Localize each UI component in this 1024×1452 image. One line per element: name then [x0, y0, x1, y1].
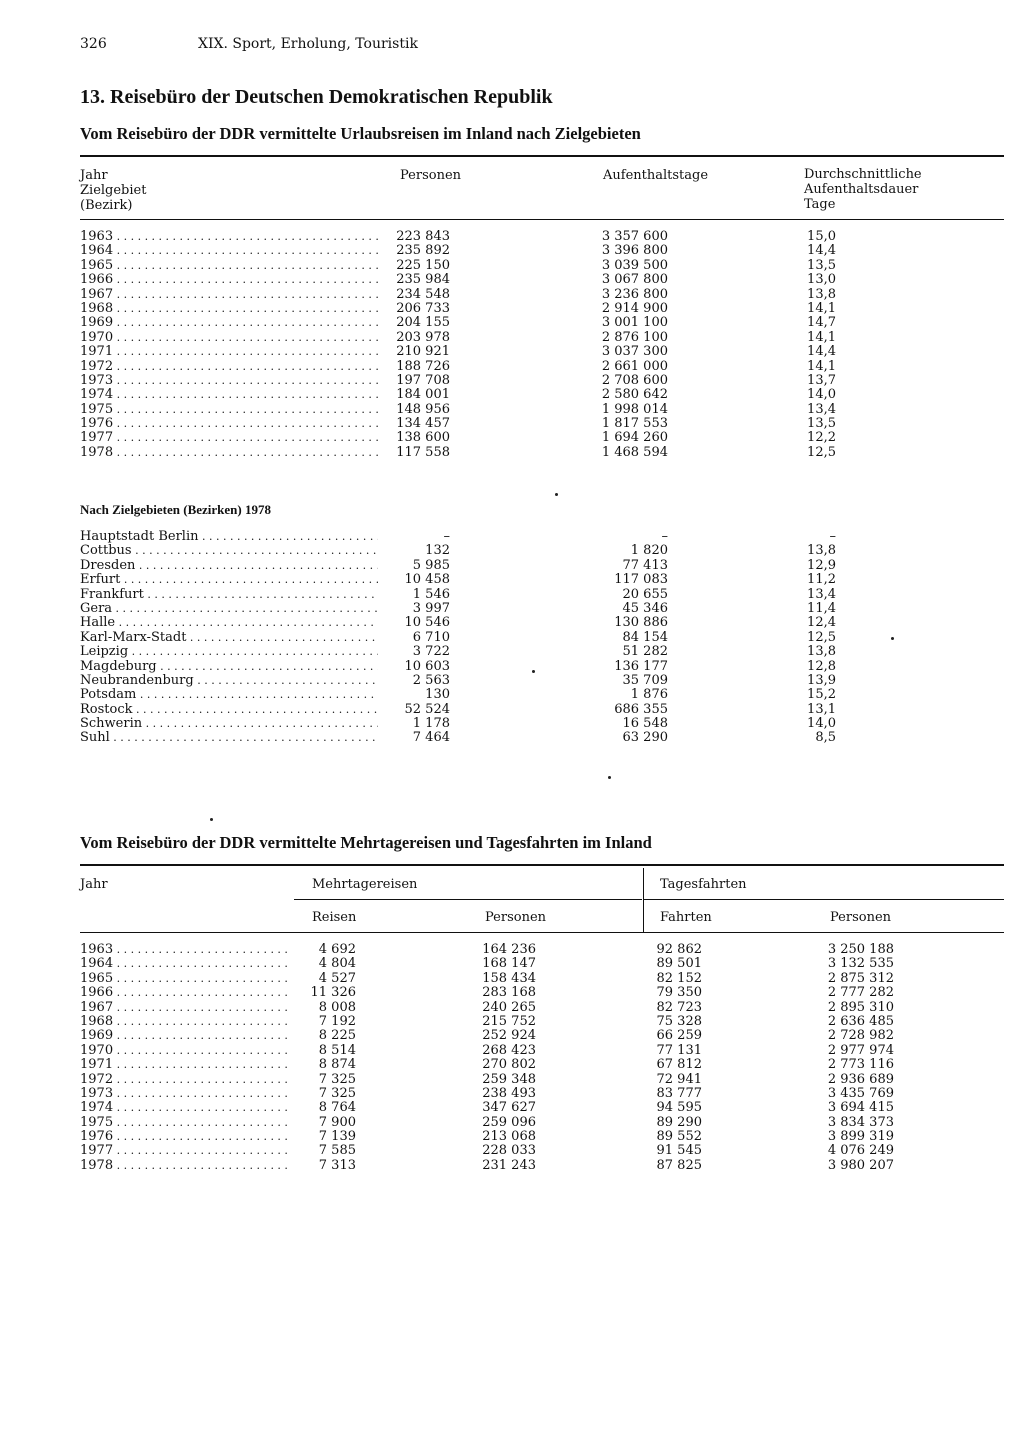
- year-row: [80, 972, 1004, 986]
- year-row: [80, 331, 1004, 345]
- table1-header-dauer: [804, 167, 922, 212]
- cell-personen-tages: 3 834 373: [827, 1114, 894, 1130]
- year-row: [80, 957, 1004, 971]
- cell-fahrten: 91 545: [656, 1143, 702, 1159]
- year-row: [80, 316, 1004, 330]
- cell-reisen: 11 326: [310, 985, 356, 1001]
- cell-personen: 52 524: [404, 701, 450, 717]
- cell-personen: 117 558: [396, 444, 450, 460]
- scan-speck: [608, 776, 611, 779]
- cell-personen-mehrtage: 347 627: [482, 1100, 536, 1116]
- row-label: 1974 . . .: [80, 1101, 288, 1115]
- row-label: 1969 . . .: [80, 1029, 288, 1043]
- cell-reisen: 4 804: [318, 956, 356, 972]
- table2-header-tagesfahrten: Tagesfahrten: [660, 877, 747, 892]
- district-row: [80, 544, 1004, 558]
- cell-personen: 223 843: [396, 229, 450, 244]
- cell-reisen: 7 313: [318, 1157, 356, 1173]
- district-row: [80, 616, 1004, 630]
- row-label: 1975 . . .: [80, 1116, 288, 1130]
- table1-districts-body: [80, 530, 1004, 746]
- cell-personen-tages: 2 777 282: [827, 985, 894, 1001]
- year-row: [80, 1101, 1004, 1115]
- year-row: [80, 403, 1004, 417]
- cell-aufenthaltsdauer: –: [829, 529, 836, 544]
- cell-aufenthaltstage: 3 037 300: [601, 344, 668, 360]
- cell-personen-mehrtage: 268 423: [482, 1042, 536, 1058]
- year-row: [80, 986, 1004, 1000]
- cell-aufenthaltstage: 2 580 642: [601, 387, 668, 403]
- table1-header-rule: [80, 219, 1004, 220]
- cell-personen: 132: [425, 543, 450, 559]
- year-row: [80, 302, 1004, 316]
- cell-personen-tages: 3 899 319: [827, 1129, 894, 1145]
- year-row: [80, 943, 1004, 957]
- cell-personen-tages: 3 250 188: [827, 942, 894, 957]
- districts-heading: Nach Zielgebieten (Bezirken) 1978: [80, 502, 271, 517]
- cell-aufenthaltstage: 2 708 600: [601, 372, 668, 388]
- cell-aufenthaltsdauer: 15,0: [807, 229, 836, 244]
- cell-fahrten: 67 812: [656, 1057, 702, 1073]
- cell-aufenthaltstage: 63 290: [622, 730, 668, 746]
- table1-header-personen: Personen: [400, 168, 462, 183]
- row-label: Schwerin . . .: [80, 717, 378, 731]
- cell-aufenthaltstage: –: [661, 529, 668, 544]
- row-label: 1964 . . .: [80, 244, 378, 258]
- cell-aufenthaltstage: 1 876: [630, 687, 668, 703]
- district-row: [80, 645, 1004, 659]
- row-label: Karl-Marx-Stadt . . .: [80, 631, 378, 645]
- cell-personen-tages: 2 875 312: [827, 970, 894, 986]
- cell-aufenthaltstage: 51 282: [622, 644, 668, 660]
- table1-title: Vom Reisebüro der DDR vermittelte Urlaubsreisen im Inland nach Zielgebieten: [80, 124, 641, 143]
- cell-aufenthaltsdauer: 13,4: [807, 401, 836, 417]
- cell-aufenthaltsdauer: 12,2: [807, 430, 836, 446]
- cell-reisen: 7 325: [318, 1085, 356, 1101]
- cell-fahrten: 66 259: [656, 1028, 702, 1044]
- cell-reisen: 8 008: [318, 999, 356, 1015]
- cell-personen: 206 733: [396, 300, 450, 316]
- row-label: 1972 . . .: [80, 360, 378, 374]
- cell-fahrten: 75 328: [656, 1013, 702, 1029]
- cell-aufenthaltstage: 3 236 800: [601, 286, 668, 302]
- cell-aufenthaltstage: 77 413: [622, 557, 668, 573]
- year-row: [80, 360, 1004, 374]
- running-head: [80, 36, 418, 52]
- cell-aufenthaltstage: 3 357 600: [601, 229, 668, 244]
- cell-personen-mehrtage: 259 096: [482, 1114, 536, 1130]
- year-row: [80, 374, 1004, 388]
- year-row: [80, 244, 1004, 258]
- cell-aufenthaltsdauer: 13,4: [807, 586, 836, 602]
- row-label: 1965 . . .: [80, 259, 378, 273]
- cell-aufenthaltstage: 20 655: [622, 586, 668, 602]
- district-row: [80, 559, 1004, 573]
- table2-header-reisen: Reisen: [312, 910, 357, 925]
- year-row: [80, 1058, 1004, 1072]
- cell-aufenthaltsdauer: 14,7: [807, 315, 836, 331]
- cell-personen-tages: 2 936 689: [827, 1071, 894, 1087]
- cell-aufenthaltstage: 35 709: [622, 672, 668, 688]
- table2-header-mehrtagereisen: Mehrtagereisen: [312, 877, 418, 892]
- row-label: 1966 . . .: [80, 986, 288, 1000]
- cell-personen: 235 892: [396, 243, 450, 259]
- section-title: 13. Reisebüro der Deutschen Demokratischen Republik: [80, 86, 553, 108]
- cell-reisen: 7 325: [318, 1071, 356, 1087]
- cell-reisen: 8 764: [318, 1100, 356, 1116]
- cell-aufenthaltsdauer: 13,9: [807, 672, 836, 688]
- table2-header-personen-tages: Personen: [830, 910, 892, 925]
- year-row: [80, 288, 1004, 302]
- table2-header-rule: [80, 932, 1004, 933]
- cell-personen: 188 726: [396, 358, 450, 374]
- district-row: [80, 631, 1004, 645]
- header-tage: Tage: [804, 197, 836, 212]
- cell-aufenthaltstage: 1 694 260: [601, 430, 668, 446]
- cell-aufenthaltsdauer: 12,9: [807, 557, 836, 573]
- year-row: [80, 1015, 1004, 1029]
- cell-aufenthaltstage: 117 083: [614, 572, 668, 588]
- year-row: [80, 1130, 1004, 1144]
- cell-aufenthaltsdauer: 13,5: [807, 257, 836, 273]
- header-jahr: Jahr: [80, 168, 108, 183]
- cell-personen-mehrtage: 231 243: [482, 1157, 536, 1173]
- row-label: Gera . . .: [80, 602, 378, 616]
- cell-fahrten: 79 350: [656, 985, 702, 1001]
- cell-personen-mehrtage: 259 348: [482, 1071, 536, 1087]
- table2-title: Vom Reisebüro der DDR vermittelte Mehrtagereisen und Tagesfahrten im Inland: [80, 833, 652, 852]
- cell-fahrten: 89 501: [656, 956, 702, 972]
- cell-aufenthaltsdauer: 13,1: [807, 701, 836, 717]
- table2-top-rule: [80, 864, 1004, 866]
- cell-personen: 134 457: [396, 416, 450, 432]
- cell-personen: 210 921: [396, 344, 450, 360]
- table1-header-aufenthaltstage: Aufenthaltstage: [603, 168, 709, 183]
- cell-aufenthaltstage: 686 355: [614, 701, 668, 717]
- cell-aufenthaltsdauer: 14,0: [807, 387, 836, 403]
- cell-aufenthaltsdauer: 13,8: [807, 543, 836, 559]
- cell-personen: 2 563: [412, 672, 450, 688]
- row-label: 1972 . . .: [80, 1073, 288, 1087]
- cell-aufenthaltstage: 1 820: [630, 543, 668, 559]
- row-label: Rostock . . .: [80, 703, 378, 717]
- year-row: [80, 1087, 1004, 1101]
- cell-aufenthaltstage: 130 886: [614, 615, 668, 631]
- cell-aufenthaltsdauer: 13,7: [807, 372, 836, 388]
- year-row: [80, 417, 1004, 431]
- scan-speck: [210, 818, 213, 821]
- cell-aufenthaltsdauer: 14,4: [807, 344, 836, 360]
- year-row: [80, 1116, 1004, 1130]
- cell-aufenthaltsdauer: 11,2: [807, 572, 836, 588]
- row-label: 1968 . . .: [80, 1015, 288, 1029]
- row-label: 1978 . . .: [80, 1159, 288, 1173]
- cell-personen-tages: 2 636 485: [827, 1013, 894, 1029]
- year-row: [80, 345, 1004, 359]
- cell-personen: 138 600: [396, 430, 450, 446]
- cell-aufenthaltstage: 2 661 000: [601, 358, 668, 374]
- table2-header-personen-mehrtage: Personen: [485, 910, 547, 925]
- cell-personen-mehrtage: 240 265: [482, 999, 536, 1015]
- row-label: 1967 . . .: [80, 288, 378, 302]
- cell-aufenthaltsdauer: 13,5: [807, 416, 836, 432]
- row-label: Halle . . .: [80, 616, 378, 630]
- cell-aufenthaltsdauer: 12,4: [807, 615, 836, 631]
- cell-personen-mehrtage: 270 802: [482, 1057, 536, 1073]
- cell-reisen: 4 692: [318, 942, 356, 957]
- row-label: Suhl . . .: [80, 731, 378, 745]
- cell-personen: 3 997: [412, 600, 450, 616]
- cell-personen-mehrtage: 283 168: [482, 985, 536, 1001]
- cell-reisen: 7 192: [318, 1013, 356, 1029]
- cell-personen-tages: 4 076 249: [827, 1143, 894, 1159]
- cell-personen: 148 956: [396, 401, 450, 417]
- row-label: 1966 . . .: [80, 273, 378, 287]
- cell-aufenthaltstage: 16 548: [622, 716, 668, 732]
- year-row: [80, 1044, 1004, 1058]
- scan-speck: [891, 637, 894, 640]
- cell-aufenthaltsdauer: 13,8: [807, 644, 836, 660]
- cell-reisen: 7 900: [318, 1114, 356, 1130]
- cell-aufenthaltsdauer: 14,1: [807, 358, 836, 374]
- year-row: [80, 1029, 1004, 1043]
- cell-personen-mehrtage: 215 752: [482, 1013, 536, 1029]
- cell-personen-tages: 2 728 982: [827, 1028, 894, 1044]
- cell-reisen: 7 139: [318, 1129, 356, 1145]
- district-row: [80, 717, 1004, 731]
- cell-personen: 5 985: [412, 557, 450, 573]
- header-zielgebiet: Zielgebiet: [80, 183, 147, 198]
- cell-fahrten: 94 595: [656, 1100, 702, 1116]
- cell-personen-mehrtage: 228 033: [482, 1143, 536, 1159]
- table2-header-fahrten: Fahrten: [660, 910, 712, 925]
- cell-fahrten: 83 777: [656, 1085, 702, 1101]
- scan-speck: [555, 493, 558, 496]
- cell-reisen: 8 514: [318, 1042, 356, 1058]
- cell-aufenthaltsdauer: 12,8: [807, 658, 836, 674]
- cell-aufenthaltsdauer: 12,5: [807, 629, 836, 645]
- cell-reisen: 7 585: [318, 1143, 356, 1159]
- cell-personen-mehrtage: 252 924: [482, 1028, 536, 1044]
- year-row: [80, 388, 1004, 402]
- row-label: 1963 . . .: [80, 943, 288, 957]
- row-label: 1964 . . .: [80, 957, 288, 971]
- cell-personen: 203 978: [396, 329, 450, 345]
- cell-aufenthaltstage: 45 346: [622, 600, 668, 616]
- cell-personen: 10 458: [404, 572, 450, 588]
- district-row: [80, 573, 1004, 587]
- row-label: Hauptstadt Berlin . . .: [80, 530, 378, 544]
- row-label: 1967 . . .: [80, 1001, 288, 1015]
- cell-personen-tages: 2 977 974: [827, 1042, 894, 1058]
- year-row: [80, 1159, 1004, 1173]
- header-aufenthaltsdauer: Aufenthaltsdauer: [804, 182, 919, 197]
- table2-group-divider: [643, 868, 644, 932]
- cell-personen-mehrtage: 168 147: [482, 956, 536, 972]
- cell-personen: 197 708: [396, 372, 450, 388]
- cell-aufenthaltstage: 3 039 500: [601, 257, 668, 273]
- cell-aufenthaltsdauer: 14,4: [807, 243, 836, 259]
- cell-personen: 10 603: [404, 658, 450, 674]
- cell-personen-tages: 2 773 116: [827, 1057, 894, 1073]
- cell-personen-mehrtage: 158 434: [482, 970, 536, 986]
- district-row: [80, 530, 1004, 544]
- cell-personen-tages: 3 132 535: [827, 956, 894, 972]
- cell-personen-tages: 3 694 415: [827, 1100, 894, 1116]
- cell-aufenthaltstage: 2 914 900: [601, 300, 668, 316]
- cell-fahrten: 89 290: [656, 1114, 702, 1130]
- row-label: 1970 . . .: [80, 1044, 288, 1058]
- district-row: [80, 660, 1004, 674]
- cell-personen: 235 984: [396, 272, 450, 288]
- row-label: 1965 . . .: [80, 972, 288, 986]
- cell-personen-mehrtage: 164 236: [482, 942, 536, 957]
- year-row: [80, 1144, 1004, 1158]
- cell-aufenthaltstage: 84 154: [622, 629, 668, 645]
- cell-personen: 234 548: [396, 286, 450, 302]
- district-row: [80, 674, 1004, 688]
- district-row: [80, 602, 1004, 616]
- row-label: 1976 . . .: [80, 417, 378, 431]
- table2-group-rule-left: [294, 899, 642, 900]
- cell-fahrten: 82 723: [656, 999, 702, 1015]
- cell-reisen: 8 874: [318, 1057, 356, 1073]
- year-row: [80, 1001, 1004, 1015]
- cell-personen: –: [443, 529, 450, 544]
- year-row: [80, 431, 1004, 445]
- cell-aufenthaltstage: 3 396 800: [601, 243, 668, 259]
- row-label: 1970 . . .: [80, 331, 378, 345]
- cell-fahrten: 77 131: [656, 1042, 702, 1058]
- row-label: Potsdam . . .: [80, 688, 378, 702]
- row-label: Dresden . . .: [80, 559, 378, 573]
- row-label: Neubrandenburg . . .: [80, 674, 378, 688]
- row-label: 1963 . . .: [80, 230, 378, 244]
- cell-aufenthaltsdauer: 13,0: [807, 272, 836, 288]
- year-row: [80, 259, 1004, 273]
- cell-personen: 10 546: [404, 615, 450, 631]
- header-bezirk: (Bezirk): [80, 198, 133, 213]
- cell-aufenthaltstage: 3 067 800: [601, 272, 668, 288]
- district-row: [80, 731, 1004, 745]
- cell-reisen: 4 527: [318, 970, 356, 986]
- row-label: 1973 . . .: [80, 1087, 288, 1101]
- table2-group-rule-right: [643, 899, 1004, 900]
- cell-aufenthaltstage: 136 177: [614, 658, 668, 674]
- header-durchschnittliche: Durchschnittliche: [804, 167, 922, 182]
- row-label: 1969 . . .: [80, 316, 378, 330]
- cell-aufenthaltstage: 3 001 100: [601, 315, 668, 331]
- table1-top-rule: [80, 155, 1004, 157]
- cell-reisen: 8 225: [318, 1028, 356, 1044]
- cell-aufenthaltsdauer: 14,1: [807, 329, 836, 345]
- cell-aufenthaltsdauer: 13,8: [807, 286, 836, 302]
- cell-personen-mehrtage: 213 068: [482, 1129, 536, 1145]
- year-row: [80, 446, 1004, 460]
- table2-body: [80, 943, 1004, 1173]
- cell-aufenthaltstage: 1 468 594: [601, 444, 668, 460]
- cell-aufenthaltsdauer: 14,0: [807, 716, 836, 732]
- table1-years-body: [80, 230, 1004, 460]
- row-label: 1976 . . .: [80, 1130, 288, 1144]
- table1-header-label: [80, 168, 146, 213]
- cell-personen: 1 546: [412, 586, 450, 602]
- row-label: 1968 . . .: [80, 302, 378, 316]
- year-row: [80, 230, 1004, 244]
- cell-aufenthaltsdauer: 15,2: [807, 687, 836, 703]
- row-label: 1977 . . .: [80, 1144, 288, 1158]
- cell-aufenthaltsdauer: 11,4: [807, 600, 836, 616]
- cell-fahrten: 82 152: [656, 970, 702, 986]
- cell-personen: 7 464: [412, 730, 450, 746]
- cell-personen-mehrtage: 238 493: [482, 1085, 536, 1101]
- cell-personen: 6 710: [412, 629, 450, 645]
- district-row: [80, 703, 1004, 717]
- row-label: 1971 . . .: [80, 345, 378, 359]
- row-label: Erfurt . . .: [80, 573, 378, 587]
- cell-personen-tages: 3 980 207: [827, 1157, 894, 1173]
- cell-aufenthaltsdauer: 14,1: [807, 300, 836, 316]
- cell-personen: 184 001: [396, 387, 450, 403]
- cell-fahrten: 87 825: [656, 1157, 702, 1173]
- cell-fahrten: 89 552: [656, 1129, 702, 1145]
- cell-aufenthaltstage: 1 817 553: [601, 416, 668, 432]
- row-label: 1978 . . .: [80, 446, 378, 460]
- cell-personen: 204 155: [396, 315, 450, 331]
- district-row: [80, 688, 1004, 702]
- row-label: 1974 . . .: [80, 388, 378, 402]
- cell-aufenthaltsdauer: 12,5: [807, 444, 836, 460]
- row-label: 1973 . . .: [80, 374, 378, 388]
- scan-speck: [532, 670, 535, 673]
- row-label: 1975 . . .: [80, 403, 378, 417]
- table2-header-jahr: Jahr: [80, 877, 108, 892]
- cell-personen: 225 150: [396, 257, 450, 273]
- row-label: Magdeburg . . .: [80, 660, 378, 674]
- cell-personen: 1 178: [412, 716, 450, 732]
- cell-aufenthaltsdauer: 8,5: [815, 730, 836, 746]
- cell-fahrten: 72 941: [656, 1071, 702, 1087]
- cell-personen-tages: 2 895 310: [827, 999, 894, 1015]
- cell-fahrten: 92 862: [656, 942, 702, 957]
- row-label: 1977 . . .: [80, 431, 378, 445]
- cell-aufenthaltstage: 1 998 014: [601, 401, 668, 417]
- district-row: [80, 588, 1004, 602]
- row-label: Cottbus . . .: [80, 544, 378, 558]
- page-number: 326: [80, 36, 107, 52]
- row-label: 1971 . . .: [80, 1058, 288, 1072]
- cell-personen-tages: 3 435 769: [827, 1085, 894, 1101]
- year-row: [80, 273, 1004, 287]
- cell-personen: 130: [425, 687, 450, 703]
- cell-aufenthaltstage: 2 876 100: [601, 329, 668, 345]
- cell-personen: 3 722: [412, 644, 450, 660]
- row-label: Frankfurt . . .: [80, 588, 378, 602]
- year-row: [80, 1073, 1004, 1087]
- row-label: Leipzig . . .: [80, 645, 378, 659]
- chapter-title: XIX. Sport, Erholung, Touristik: [198, 36, 418, 52]
